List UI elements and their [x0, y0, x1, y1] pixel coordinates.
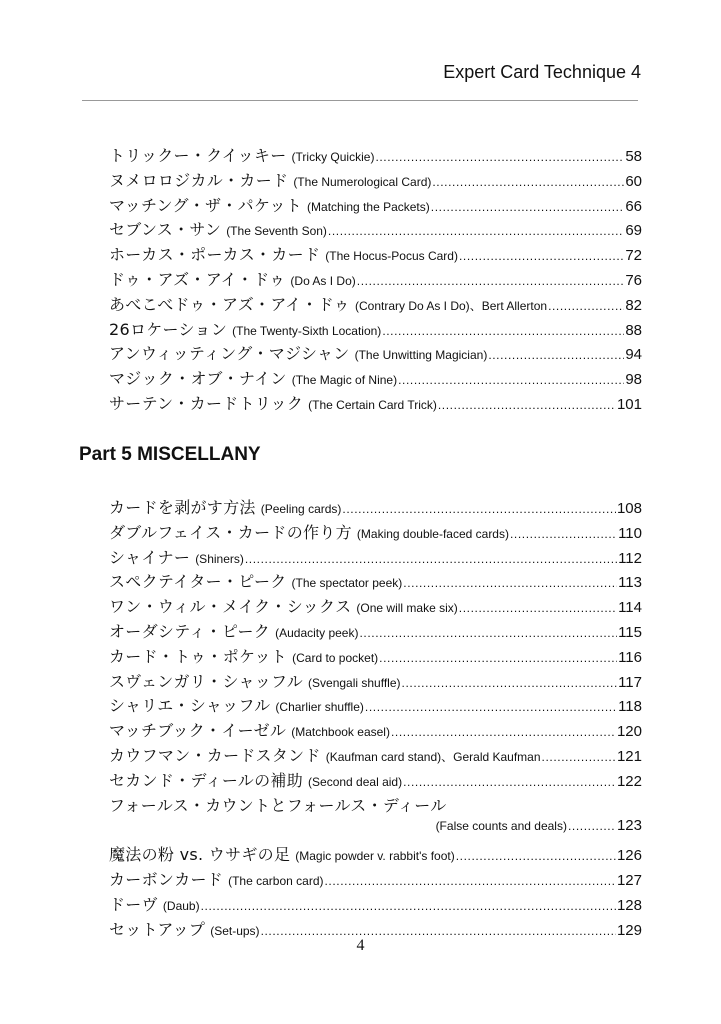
entry-title-en: (Daub): [162, 898, 200, 913]
toc-entry[interactable]: [109, 366, 642, 391]
dot-leader: [542, 750, 616, 764]
entry-title-en: (Tricky Quickie): [291, 150, 375, 164]
entry-page-number: 122: [616, 772, 642, 790]
toc-entry[interactable]: [109, 168, 642, 193]
entry-title-en: (Matchbook easel): [291, 725, 390, 740]
dot-leader: [201, 899, 616, 913]
toc-entry[interactable]: [109, 743, 642, 768]
dot-leader: [375, 150, 624, 164]
entry-page-number: 76: [625, 271, 642, 289]
entry-title-en: (Magic powder v. rabbit's foot): [295, 849, 455, 864]
dot-leader: [324, 874, 615, 888]
entry-title-en: (Second deal aid): [308, 774, 403, 789]
toc-entry[interactable]: [109, 217, 642, 242]
entry-title-en: (The Numerological Card): [293, 174, 432, 189]
entry-title-en: (Making double-faced cards): [356, 526, 509, 541]
entry-page-number: 60: [625, 172, 642, 190]
entry-title-jp: ドゥ・アズ・アイ・ドゥ: [109, 269, 286, 289]
entry-page-number: 82: [625, 296, 642, 314]
entry-title-en: (The Hocus-Pocus Card): [325, 249, 458, 264]
entry-page-number: 116: [618, 648, 642, 666]
dot-leader: [403, 775, 616, 789]
dot-leader: [402, 676, 618, 690]
entry-title-en: (The Twenty-Sixth Location): [232, 323, 382, 338]
entry-title-en: (The Seventh Son): [226, 224, 327, 239]
entry-page-number: 101: [616, 395, 642, 413]
toc-entry[interactable]: [109, 644, 642, 669]
entry-page-number: 129: [616, 921, 642, 939]
entry-title-jp: フォールス・カウントとフォールス・ディール: [109, 795, 447, 815]
dot-leader: [568, 819, 616, 833]
toc-entry-continuation[interactable]: [109, 817, 642, 842]
dot-leader: [359, 626, 617, 640]
dot-leader: [432, 175, 624, 189]
dot-leader: [459, 249, 624, 263]
toc-entry[interactable]: [109, 768, 642, 793]
entry-title-jp: シャリエ・シャッフル: [109, 696, 271, 716]
entry-page-number: 126: [616, 847, 642, 865]
entry-title-en: (Shiners): [195, 551, 244, 566]
toc-entry[interactable]: [109, 317, 642, 342]
entry-title-jp: サーテン・カードトリック: [109, 393, 304, 413]
section-heading: Part 5 MISCELLANY: [79, 444, 261, 465]
toc-entry[interactable]: [109, 545, 642, 570]
toc-entry[interactable]: [109, 292, 642, 317]
entry-title-en: (The spectator peek): [291, 576, 403, 591]
toc-entry[interactable]: [109, 520, 642, 545]
entry-title-jp: ドーヴ: [109, 894, 158, 914]
entry-title-en: (The carbon card): [228, 873, 324, 888]
entry-title-en: (Matching the Packets): [307, 199, 430, 214]
toc-entry[interactable]: [109, 718, 642, 743]
dot-leader: [488, 348, 624, 362]
dot-leader: [245, 552, 617, 566]
dot-leader: [438, 398, 616, 412]
page-number: 4: [356, 937, 365, 954]
entry-credit: 、Bert Allerton: [469, 298, 548, 313]
toc-entry[interactable]: [109, 569, 642, 594]
entry-title-jp: セカンド・ディールの補助: [109, 770, 304, 790]
entry-title-jp: カーボンカード: [109, 869, 224, 889]
toc-entry[interactable]: [109, 842, 642, 867]
entry-title-jp: オーダシティ・ピーク: [109, 621, 271, 641]
dot-leader: [365, 700, 617, 714]
toc-entry[interactable]: [109, 594, 642, 619]
entry-title-jp: セブンス・サン: [109, 220, 222, 240]
entry-page-number: 127: [616, 871, 642, 889]
dot-leader: [328, 224, 624, 238]
entry-title-en: (Svengali shuffle): [308, 675, 401, 690]
entry-title-en: (Do As I Do): [290, 273, 356, 288]
entry-title-jp: ヌメロロジカル・カード: [109, 170, 289, 190]
dot-leader: [398, 373, 624, 387]
entry-page-number: 58: [625, 148, 642, 165]
dot-leader: [510, 527, 617, 541]
dot-leader: [431, 200, 625, 214]
dot-leader: [391, 725, 616, 739]
entry-title-jp: ワン・ウィル・メイク・シックス: [109, 597, 352, 617]
dot-leader: [548, 299, 624, 313]
entry-page-number: 114: [618, 599, 642, 617]
entry-title-jp: マッチブック・イーゼル: [109, 721, 287, 741]
entry-title-jp: カウフマン・カードスタンド: [109, 745, 321, 765]
entry-page-number: 120: [616, 723, 642, 741]
entry-page-number: 94: [625, 346, 642, 364]
toc-entry[interactable]: [109, 867, 642, 892]
dot-leader: [357, 274, 625, 288]
entry-page-number: 108: [616, 500, 642, 517]
entry-page-number: 117: [618, 673, 642, 691]
entry-title-en: (Charlier shuffle): [275, 700, 364, 715]
entry-title-en: (Card to pocket): [292, 650, 379, 665]
entry-title-jp: アンウィッティング・マジシャン: [109, 344, 350, 364]
toc-entry[interactable]: [109, 495, 642, 520]
entry-page-number: 123: [616, 817, 642, 835]
dot-leader: [379, 651, 617, 665]
dot-leader: [342, 502, 616, 516]
entry-title-jp: シャイナー: [109, 547, 191, 567]
entry-title-en: (The Unwitting Magician): [354, 348, 488, 363]
entry-page-number: 98: [625, 371, 642, 389]
running-header-title: Expert Card Technique 4: [443, 62, 641, 82]
entry-title-en: (False counts and deals): [435, 819, 567, 834]
entry-title-jp: カード・トゥ・ポケット: [109, 646, 288, 666]
entry-page-number: 110: [618, 524, 642, 542]
toc-entry[interactable]: [109, 619, 642, 644]
entry-title-jp: マジック・オブ・ナイン: [109, 369, 287, 389]
entry-title-en: (The Certain Card Trick): [308, 397, 437, 412]
entry-credit: 、Gerald Kaufman: [441, 749, 541, 764]
entry-page-number: 118: [618, 698, 642, 716]
entry-page-number: 121: [616, 747, 642, 765]
entry-page-number: 72: [625, 247, 642, 265]
toc-entry[interactable]: [109, 693, 642, 718]
entry-title-en: (One will make six): [356, 601, 458, 616]
toc-entry[interactable]: [109, 669, 642, 694]
entry-title-jp: セットアップ: [109, 919, 206, 939]
entry-page-number: 69: [625, 222, 642, 240]
toc-entry[interactable]: [109, 341, 642, 366]
entry-title-jp: カードを剥がす方法: [109, 498, 256, 517]
entry-page-number: 128: [616, 896, 642, 914]
entry-title-en: (Audacity peek): [275, 625, 359, 640]
dot-leader: [382, 324, 624, 338]
toc-list-part4: [109, 143, 642, 416]
toc-entry[interactable]: [109, 793, 642, 818]
entry-page-number: 66: [625, 197, 642, 215]
entry-title-en: (The Magic of Nine): [291, 373, 398, 388]
toc-entry[interactable]: [109, 242, 642, 267]
entry-page-number: 113: [618, 574, 642, 592]
entry-title-jp: ダブルフェイス・カードの作り方: [109, 522, 352, 542]
dot-leader: [456, 849, 616, 863]
entry-page-number: 112: [618, 549, 642, 567]
entry-title-jp: 26ロケーション: [109, 319, 228, 339]
dot-leader: [403, 576, 617, 590]
entry-title-jp: トリックー・クイッキー: [109, 146, 287, 165]
entry-title-jp: あべこべドゥ・アズ・アイ・ドゥ: [109, 294, 350, 314]
entry-title-jp: スヴェンガリ・シャッフル: [109, 671, 304, 691]
toc-entry[interactable]: [109, 143, 642, 168]
entry-title-jp: スペクテイター・ピーク: [109, 572, 287, 592]
entry-title-en: (Contrary Do As I Do): [354, 298, 470, 313]
entry-title-en: (Kaufman card stand): [325, 749, 442, 764]
entry-title-en: (Set-ups): [210, 923, 260, 938]
toc-entry[interactable]: [109, 267, 642, 292]
entry-title-jp: ホーカス・ポーカス・カード: [109, 245, 321, 265]
header-divider: [82, 100, 638, 101]
entry-title-jp: 魔法の粉 vs. ウサギの足: [109, 845, 291, 865]
toc-list-part5: [109, 495, 642, 941]
toc-entry[interactable]: [109, 892, 642, 917]
toc-entry[interactable]: [109, 193, 642, 218]
entry-page-number: 115: [618, 623, 642, 641]
entry-title-en: (Peeling cards): [260, 502, 342, 516]
dot-leader: [459, 601, 617, 615]
dot-leader: [261, 924, 616, 938]
toc-entry[interactable]: [109, 391, 642, 416]
entry-page-number: 88: [625, 321, 642, 339]
entry-title-jp: マッチング・ザ・パケット: [109, 195, 303, 215]
